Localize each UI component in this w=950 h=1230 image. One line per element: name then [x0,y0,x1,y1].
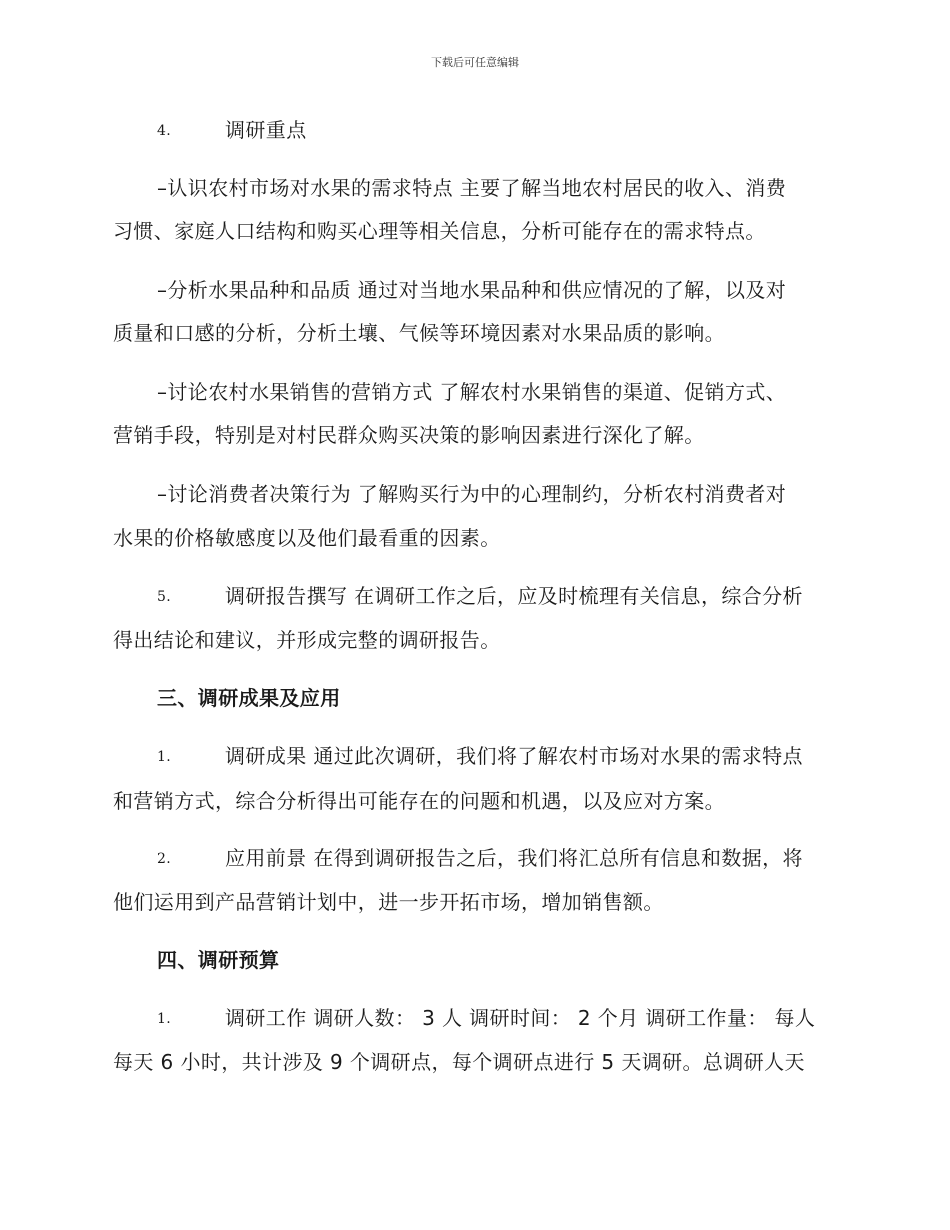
item-number: 2. [157,851,172,867]
paragraph-line: 和营销方式，综合分析得出可能存在的问题和机遇，以及应对方案。 [113,789,725,813]
section-4-heading [157,117,887,144]
item-text: 应用前景 在得到调研报告之后，我们将汇总所有信息和数据，将 [225,846,803,870]
page-header: 下载后可任意编辑 [431,56,519,69]
heading-budget: 四、调研预算 [157,948,280,972]
section-title: 调研重点 [225,118,307,142]
paragraph-line: –讨论消费者决策行为 了解购买行为中的心理制约，分析农村消费者对 [157,482,787,506]
section-5-line [157,583,887,610]
section-number: 5. [157,589,172,605]
paragraph-line: –讨论农村水果销售的营销方式 了解农村水果销售的渠道、促销方式、 [157,380,787,404]
paragraph-line: 营销手段，特别是对村民群众购买决策的影响因素进行深化了解。 [113,423,705,447]
item-number: 1. [157,1011,172,1027]
budget-1-line [157,1005,887,1032]
paragraph-line: –分析水果品种和品质 通过对当地水果品种和供应情况的了解，以及对 [157,278,787,302]
item-text: 调研成果 通过此次调研，我们将了解农村市场对水果的需求特点 [225,744,803,768]
paragraph-line: 习惯、家庭人口结构和购买心理等相关信息，分析可能存在的需求特点。 [113,219,766,243]
section-text: 调研报告撰写 在调研工作之后，应及时梳理有关信息，综合分析 [225,584,803,608]
result-2-line [157,845,887,872]
paragraph-line: 质量和口感的分析，分析土壤、气候等环境因素对水果品质的影响。 [113,321,725,345]
result-1-line [157,743,887,770]
item-text: 调研工作 调研人数： 3 人 调研时间： 2 个月 调研工作量： 每人 [225,1006,816,1030]
paragraph-line: –认识农村市场对水果的需求特点 主要了解当地农村居民的收入、消费 [157,176,787,200]
paragraph-line: 他们运用到产品营销计划中，进一步开拓市场，增加销售额。 [113,890,664,914]
heading-results: 三、调研成果及应用 [157,686,341,710]
paragraph-line: 每天 6 小时，共计涉及 9 个调研点，每个调研点进行 5 天调研。总调研人天 [113,1050,805,1074]
item-number: 1. [157,749,172,765]
paragraph-line: 水果的价格敏感度以及他们最看重的因素。 [113,526,501,550]
section-number: 4. [157,123,172,139]
paragraph-line: 得出结论和建议，并形成完整的调研报告。 [113,628,501,652]
